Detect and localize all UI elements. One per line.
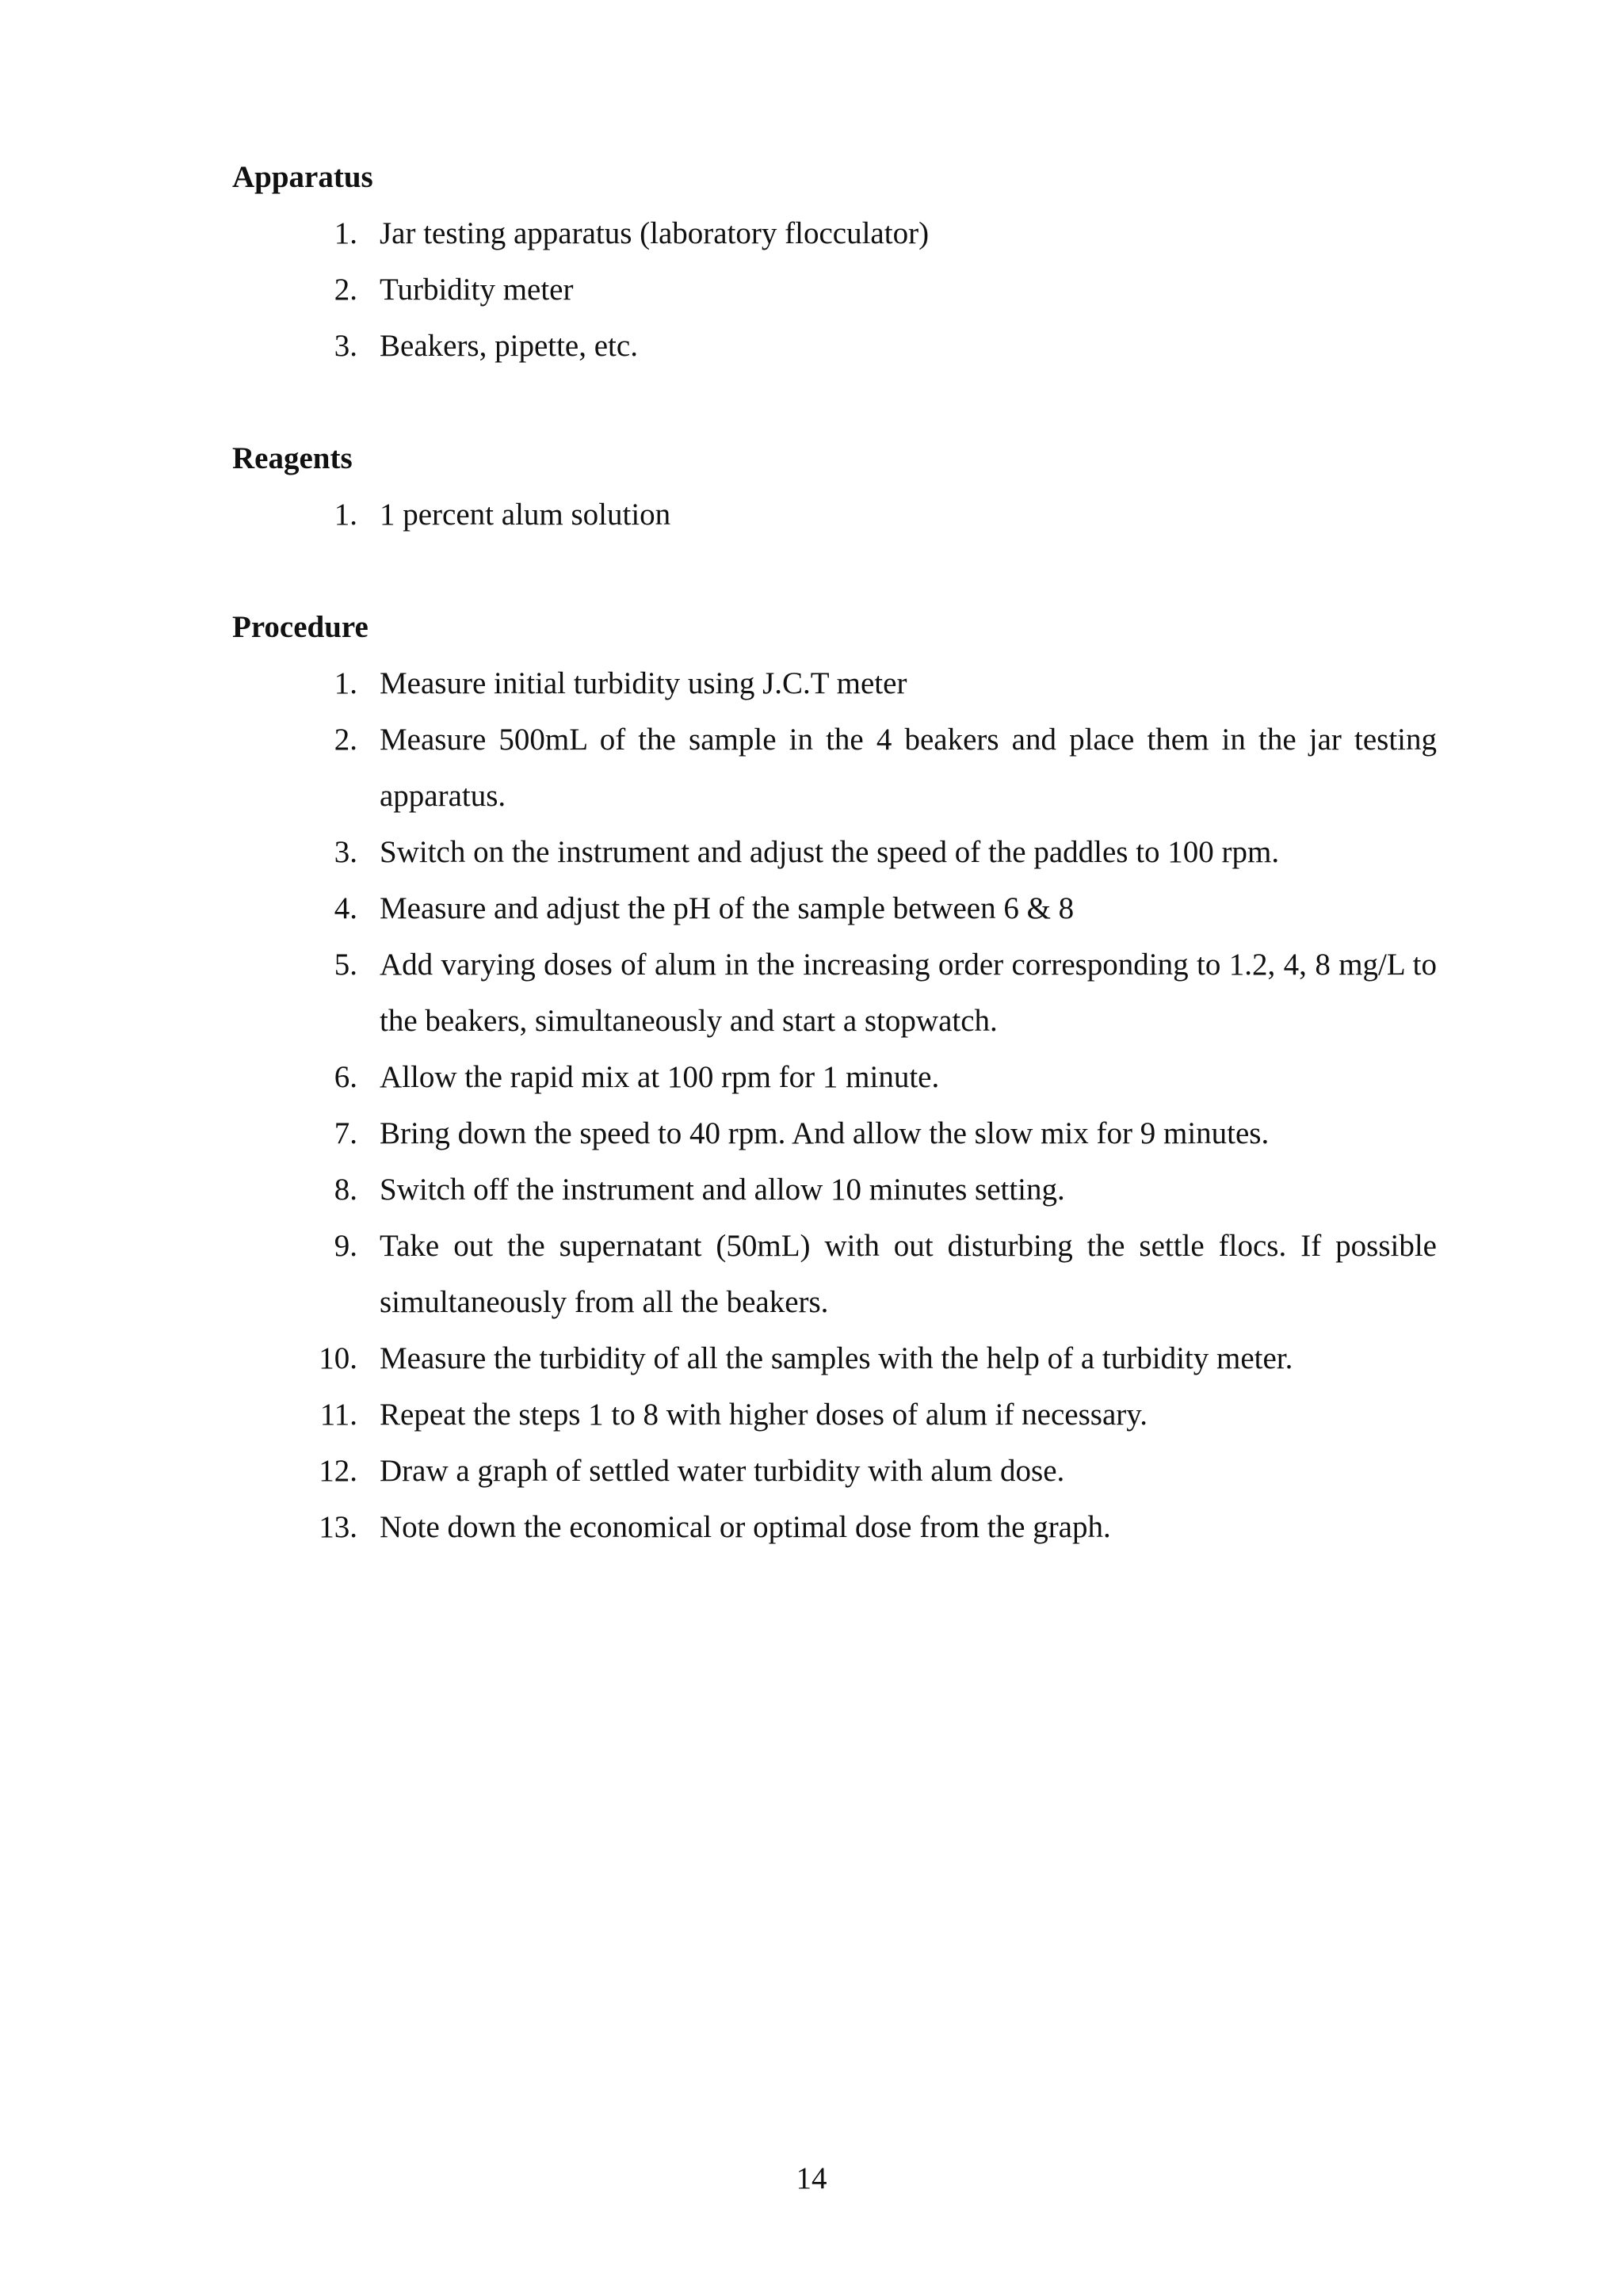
item-text: Allow the rapid mix at 100 rpm for 1 minute. <box>380 1060 940 1094</box>
item-text: Switch off the instrument and allow 10 minutes setting. <box>380 1173 1065 1207</box>
item-number: 1. <box>334 216 357 250</box>
list-item <box>232 936 1437 1049</box>
list-item <box>232 318 1437 374</box>
item-number: 1. <box>334 666 357 700</box>
item-number: 2. <box>334 273 357 307</box>
item-text: Switch on the instrument and adjust the speed of the paddles to 100 rpm. <box>380 835 1280 869</box>
list-item <box>232 1330 1437 1386</box>
item-text: Measure initial turbidity using J.C.T meter <box>380 666 907 700</box>
item-text: Note down the economical or optimal dose from the graph. <box>380 1510 1111 1544</box>
item-text: Draw a graph of settled water turbidity with alum dose. <box>380 1454 1065 1488</box>
page-number: 14 <box>796 2161 827 2195</box>
list-item <box>232 486 1437 543</box>
list-item <box>232 1105 1437 1161</box>
item-number: 2. <box>334 723 357 757</box>
item-text: Turbidity meter <box>380 273 574 307</box>
procedure-section <box>232 599 1437 1555</box>
item-number: 13. <box>319 1510 357 1544</box>
item-text: Jar testing apparatus (laboratory flocculator) <box>380 216 930 250</box>
item-number: 4. <box>334 891 357 925</box>
procedure-list <box>232 655 1437 1555</box>
item-text: 1 percent alum solution <box>380 498 671 532</box>
list-item <box>232 824 1437 880</box>
item-text: Measure 500mL of the sample in the 4 beakers and place them in the jar testing apparatus. <box>380 723 1437 813</box>
item-number: 3. <box>334 329 357 363</box>
list-item <box>232 205 1437 261</box>
item-number: 5. <box>334 948 357 982</box>
list-item <box>232 1049 1437 1105</box>
item-number: 9. <box>334 1229 357 1263</box>
reagents-section <box>232 430 1437 543</box>
list-item <box>232 261 1437 318</box>
item-number: 6. <box>334 1060 357 1094</box>
list-item <box>232 1218 1437 1330</box>
page-content <box>232 149 1437 1555</box>
section-heading: Apparatus <box>232 160 373 194</box>
item-number: 12. <box>319 1454 357 1488</box>
apparatus-list <box>232 205 1437 374</box>
list-item <box>232 880 1437 936</box>
list-item <box>232 711 1437 824</box>
item-text: Measure the turbidity of all the samples with the help of a turbidity meter. <box>380 1341 1293 1375</box>
item-number: 10. <box>319 1341 357 1375</box>
section-heading: Procedure <box>232 610 369 644</box>
item-number: 3. <box>334 835 357 869</box>
list-item <box>232 1386 1437 1443</box>
list-item <box>232 1161 1437 1218</box>
item-text: Bring down the speed to 40 rpm. And allow the slow mix for 9 minutes. <box>380 1116 1270 1150</box>
apparatus-section <box>232 149 1437 374</box>
list-item <box>232 655 1437 711</box>
item-text: Add varying doses of alum in the increasing order corresponding to 1.2, 4, 8 mg/L to the beakers, simultaneously and start a stopwatch. <box>380 948 1437 1038</box>
reagents-list <box>232 486 1437 543</box>
section-heading: Reagents <box>232 441 353 475</box>
item-number: 11. <box>319 1398 357 1432</box>
item-number: 7. <box>334 1116 357 1150</box>
item-text: Repeat the steps 1 to 8 with higher doses of alum if necessary. <box>380 1398 1148 1432</box>
item-text: Take out the supernatant (50mL) with out disturbing the settle flocs. If possible simultaneously from all the beakers. <box>380 1229 1437 1319</box>
item-text: Beakers, pipette, etc. <box>380 329 638 363</box>
item-text: Measure and adjust the pH of the sample between 6 & 8 <box>380 891 1075 925</box>
list-item <box>232 1443 1437 1499</box>
list-item <box>232 1499 1437 1555</box>
item-number: 1. <box>334 498 357 532</box>
item-number: 8. <box>334 1173 357 1207</box>
